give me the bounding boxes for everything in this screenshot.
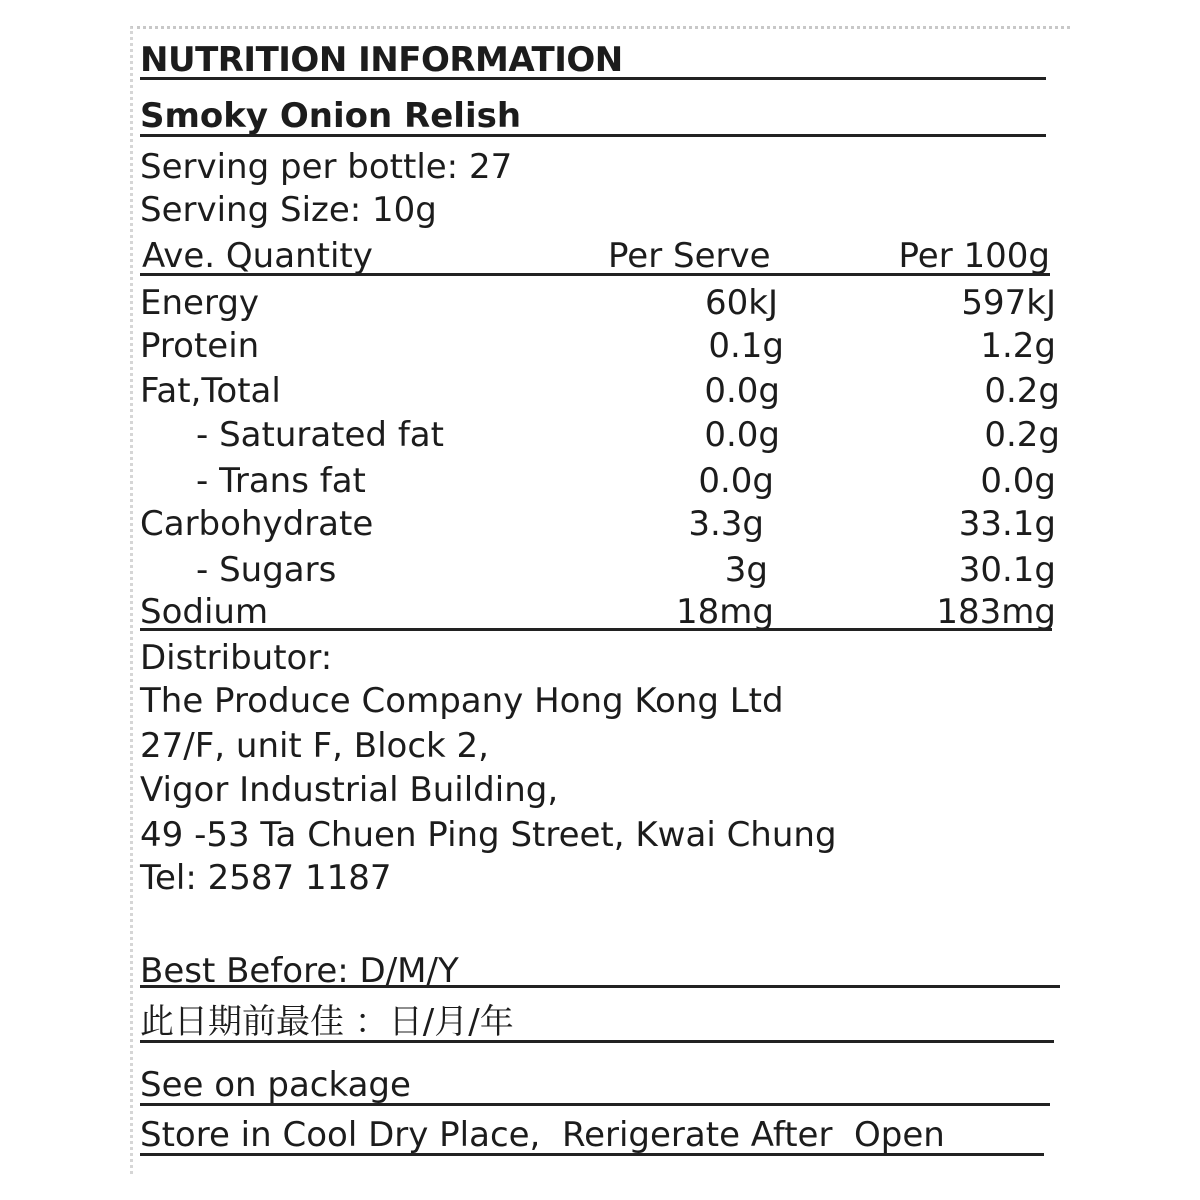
per-100g-value: 0.2g — [984, 371, 1060, 411]
storage-rule — [140, 1153, 1044, 1156]
per-serve-value: 0.1g — [708, 326, 784, 366]
header-ave-quantity: Ave. Quantity — [142, 236, 373, 276]
per-100g-value: 183mg — [936, 592, 1056, 632]
best-before-rule — [140, 985, 1060, 988]
nutrient-name: - Trans fat — [196, 461, 366, 501]
distributor-phone: Tel: 2587 1187 — [140, 858, 392, 898]
distributor-line: Vigor Industrial Building, — [140, 770, 559, 810]
nutrient-name: - Saturated fat — [196, 415, 444, 455]
see-on-package: See on package — [140, 1065, 411, 1105]
see-on-package-rule — [140, 1103, 1050, 1106]
nutrient-name: Sodium — [140, 592, 269, 632]
header-per-100g: Per 100g — [898, 236, 1050, 276]
best-before-zh-rule — [140, 1040, 1054, 1043]
distributor-line: 49 -53 Ta Chuen Ping Street, Kwai Chung — [140, 815, 837, 855]
table-header-rule — [140, 273, 1050, 276]
storage-instructions: Store in Cool Dry Place, Rerigerate After Open — [140, 1115, 945, 1155]
per-100g-value: 597kJ — [961, 283, 1056, 323]
per-100g-value: 1.2g — [980, 326, 1056, 366]
serving-per-bottle: Serving per bottle: 27 — [140, 147, 513, 187]
nutrient-name: Fat,Total — [140, 371, 281, 411]
product-underline — [140, 134, 1046, 137]
per-serve-value: 3g — [724, 550, 768, 590]
best-before-zh: 此日期前最佳 ：日/月/年 — [140, 1002, 514, 1042]
per-100g-value: 0.0g — [980, 461, 1056, 501]
per-serve-value: 0.0g — [698, 461, 774, 501]
per-serve-value: 18mg — [676, 592, 774, 632]
header-per-serve: Per Serve — [608, 236, 771, 276]
nutrition-heading: NUTRITION INFORMATION — [140, 40, 623, 80]
per-100g-value: 33.1g — [958, 504, 1056, 544]
nutrient-name: Carbohydrate — [140, 504, 374, 544]
per-serve-value: 0.0g — [704, 415, 780, 455]
distributor-line: The Produce Company Hong Kong Ltd — [140, 681, 784, 721]
per-serve-value: 3.3g — [688, 504, 764, 544]
distributor-label: Distributor: — [140, 638, 333, 678]
per-100g-value: 30.1g — [958, 550, 1056, 590]
per-serve-value: 0.0g — [704, 371, 780, 411]
nutrient-name: Energy — [140, 283, 260, 323]
product-name: Smoky Onion Relish — [140, 96, 522, 136]
table-bottom-rule — [140, 628, 1052, 631]
nutrient-name: Protein — [140, 326, 260, 366]
heading-underline — [140, 77, 1046, 80]
per-100g-value: 0.2g — [984, 415, 1060, 455]
nutrient-name: - Sugars — [196, 550, 337, 590]
serving-size: Serving Size: 10g — [140, 190, 437, 230]
per-serve-value: 60kJ — [705, 283, 778, 323]
distributor-line: 27/F, unit F, Block 2, — [140, 726, 489, 766]
best-before: Best Before: D/M/Y — [140, 951, 459, 991]
